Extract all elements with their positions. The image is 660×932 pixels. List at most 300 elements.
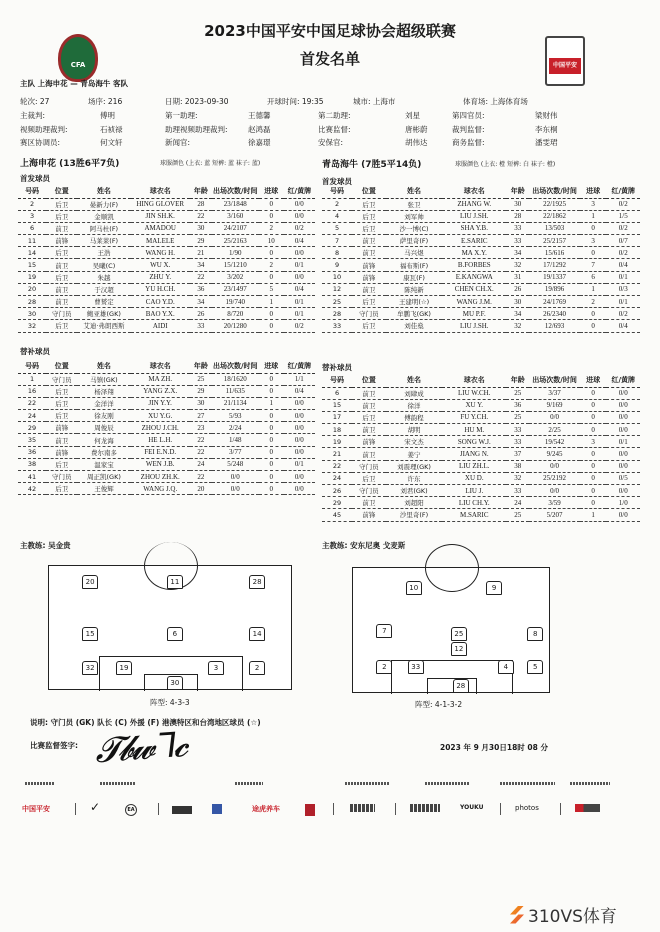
player-row (18, 397, 315, 409)
player-cell: 18 (322, 424, 352, 436)
player-cell: 前锋 (46, 235, 77, 247)
page-title: 2023中国平安中国足球协会超级联赛 (204, 22, 456, 40)
player-row (18, 259, 315, 271)
player-cell: 23/1848 (212, 198, 259, 210)
sponsor-caption (500, 782, 555, 785)
player-cell: 3 (18, 210, 46, 222)
official-role: 裁判监督: (452, 124, 485, 134)
player-cell: LIU J.SH. (442, 210, 506, 222)
player-cell: 13/503 (529, 222, 579, 234)
official-role: 视频助理裁判: (20, 124, 68, 134)
player-cell: 前卫 (352, 424, 385, 436)
player-cell: 24 (322, 472, 352, 484)
player-cell: 0 (580, 497, 607, 509)
nike-logo: ✓ (90, 800, 101, 814)
player-cell: 0/0 (284, 397, 315, 409)
match-date: 日期: 2023-09-30 (165, 97, 229, 106)
player-cell: 22/1925 (529, 198, 579, 210)
player-cell: 0/1 (606, 271, 640, 283)
player-cell: 后卫 (352, 472, 385, 484)
player-cell: 0/0 (212, 483, 259, 495)
sponsor-caption (25, 782, 55, 785)
player-row (18, 296, 315, 308)
player-cell: 25/2163 (212, 235, 259, 247)
player-shirt-icon: 33 (408, 660, 424, 674)
player-cell: 后卫 (352, 198, 385, 210)
player-cell: 24/1769 (529, 296, 579, 308)
watermark-text: 310VS体育 (528, 907, 617, 927)
player-cell: 3/202 (212, 271, 259, 283)
player-cell: 1 (259, 296, 284, 308)
column-header: 号码 (322, 374, 352, 387)
player-cell: 0/1 (284, 296, 315, 308)
player-cell: 0/0 (606, 485, 640, 497)
player-cell: 24 (18, 410, 46, 422)
kickoff-time: 开球时间: 19:35 (267, 97, 324, 106)
player-cell: 30 (190, 397, 212, 409)
player-cell: 25 (506, 509, 529, 521)
player-cell: 28 (322, 308, 352, 320)
player-cell: 11/635 (212, 385, 259, 397)
player-row (322, 497, 640, 509)
player-cell: 2 (322, 198, 352, 210)
player-cell: HING GLOVER (131, 198, 190, 210)
player-cell: 2 (259, 259, 284, 271)
player-cell: 2/25 (529, 424, 579, 436)
sponsor-caption (570, 782, 610, 785)
player-cell: 0 (580, 222, 607, 234)
player-cell: 0 (259, 308, 284, 320)
table-header-row (18, 360, 315, 373)
player-cell: 1 (580, 283, 607, 295)
player-cell: MU P.F. (442, 308, 506, 320)
player-cell: 26 (190, 308, 212, 320)
player-cell: 15 (18, 259, 46, 271)
player-cell: 5 (322, 222, 352, 234)
player-cell: HU M. (442, 424, 506, 436)
player-cell: 0 (259, 446, 284, 458)
player-cell: 朱越 (77, 271, 130, 283)
away-kit-colors: 球服颜色 (上衣: 橙 短裤: 白 袜子: 橙) (455, 161, 556, 168)
player-cell: 20/1280 (212, 320, 259, 332)
player-cell: 傅韵程 (386, 411, 443, 423)
player-cell: 刘超阳 (386, 497, 443, 509)
player-shirt-icon: 32 (82, 661, 98, 675)
home-starters-table (18, 185, 315, 333)
player-cell: 36 (506, 399, 529, 411)
player-cell: 1 (580, 509, 607, 521)
player-cell: 艾迪·弗朗西斯 (77, 320, 130, 332)
player-cell: 25 (506, 387, 529, 399)
away-formation-pitch (352, 567, 550, 693)
player-cell: 0 (580, 399, 607, 411)
official-name: 潘雯珺 (535, 138, 558, 147)
player-cell: 29 (190, 235, 212, 247)
player-cell: 0 (259, 434, 284, 446)
column-header: 姓名 (77, 185, 130, 198)
player-cell: JIANG N. (442, 448, 506, 460)
official-role: 比赛监督: (318, 124, 351, 134)
official-name: 傅明 (100, 111, 115, 120)
player-cell: 0/0 (284, 483, 315, 495)
player-row (322, 485, 640, 497)
official-role: 第二助理: (318, 111, 351, 120)
player-row (18, 320, 315, 332)
player-cell: 陈纯新 (386, 283, 443, 295)
photos-logo: photos (515, 804, 539, 812)
player-cell: 3/37 (529, 387, 579, 399)
player-cell: 35 (18, 434, 46, 446)
home-formation: 阵型: 4-3-3 (150, 698, 190, 707)
player-cell: YANG Z.X. (131, 385, 190, 397)
column-header: 进球 (580, 374, 607, 387)
player-cell: 2 (18, 198, 46, 210)
center-circle (425, 544, 479, 592)
player-cell: 1 (580, 210, 607, 222)
player-cell: 1 (259, 397, 284, 409)
column-header: 年龄 (506, 185, 529, 198)
player-cell: 3/77 (212, 446, 259, 458)
player-row (322, 436, 640, 448)
player-cell: 19 (322, 436, 352, 448)
csl-logo: 中国平安 (545, 36, 585, 86)
player-cell: 0 (580, 320, 607, 332)
player-cell: XU Y.G. (131, 410, 190, 422)
player-cell: 30 (190, 222, 212, 234)
player-cell: 前锋 (352, 509, 385, 521)
player-cell: 徐洋 (386, 399, 443, 411)
player-cell: 后卫 (46, 385, 77, 397)
player-cell: 0/0 (606, 448, 640, 460)
player-row (18, 483, 315, 495)
column-header: 进球 (259, 360, 284, 373)
player-cell: 24 (506, 497, 529, 509)
player-row (322, 320, 640, 332)
match-number: 场序: 216 (88, 97, 123, 106)
player-cell: 25 (322, 296, 352, 308)
player-row (322, 308, 640, 320)
player-cell: 6 (18, 222, 46, 234)
player-cell: JIN SH.K. (131, 210, 190, 222)
player-cell: 0/1 (284, 458, 315, 470)
player-row (322, 472, 640, 484)
player-cell: 刘佳燊 (386, 320, 443, 332)
round: 轮次: 27 (20, 97, 50, 106)
player-cell: 25 (506, 411, 529, 423)
player-cell: 2 (259, 222, 284, 234)
player-cell: CAO Y.D. (131, 296, 190, 308)
player-cell: MALELE (131, 235, 190, 247)
player-cell: 38 (506, 460, 529, 472)
player-cell: 15/1210 (212, 259, 259, 271)
player-cell: 28 (18, 296, 46, 308)
official-name: 唐彬蔚 (405, 124, 428, 134)
player-cell: 0/0 (284, 434, 315, 446)
supervisor-signature: 𝓣𝓫𝔀 ⅂𝓬 (93, 724, 186, 772)
player-cell: 0/2 (606, 222, 640, 234)
player-cell: SHA Y.B. (442, 222, 506, 234)
official-role: 安保官: (318, 138, 344, 147)
player-cell: 22/1862 (529, 210, 579, 222)
player-cell: 萨里奇(F) (386, 235, 443, 247)
player-row (18, 283, 315, 295)
player-cell: 0 (259, 483, 284, 495)
player-row (18, 210, 315, 222)
player-cell: WANG J.Q. (131, 483, 190, 495)
player-shirt-icon: 25 (451, 627, 467, 641)
player-cell: WANG H. (131, 247, 190, 259)
player-cell: 后卫 (46, 410, 77, 422)
player-cell: 刘君(GK) (386, 485, 443, 497)
player-shirt-icon: 11 (167, 575, 183, 589)
player-shirt-icon: 28 (249, 575, 265, 589)
sponsor-caption (100, 782, 135, 785)
player-cell: 王俊辉 (77, 483, 130, 495)
column-header: 位置 (46, 185, 77, 198)
player-cell: 0 (580, 485, 607, 497)
player-cell: 后卫 (46, 320, 77, 332)
player-cell: 34 (190, 259, 212, 271)
player-cell: 马兴煜 (386, 247, 443, 259)
player-cell: 后卫 (46, 247, 77, 259)
player-cell: ZHANG W. (442, 198, 506, 210)
player-cell: 33 (506, 436, 529, 448)
player-cell: 33 (190, 320, 212, 332)
player-cell: 金顺凯 (77, 210, 130, 222)
player-cell: 21/1134 (212, 397, 259, 409)
player-cell: 0 (259, 210, 284, 222)
player-cell: 守门员 (46, 471, 77, 483)
player-cell: 33 (322, 320, 352, 332)
column-header: 姓名 (386, 374, 443, 387)
official-name: 梁财伟 (535, 111, 558, 120)
player-row (322, 283, 640, 295)
player-cell: 0 (580, 247, 607, 259)
player-cell: 0/0 (212, 471, 259, 483)
player-cell: JIN Y.Y. (131, 397, 190, 409)
player-row (322, 259, 640, 271)
table-header-row (322, 374, 640, 387)
player-shirt-icon: 2 (376, 660, 392, 674)
player-cell: 0/4 (606, 259, 640, 271)
official-name: 胡伟达 (405, 138, 428, 147)
player-cell: HE L.H. (131, 434, 190, 446)
player-cell: 23/1497 (212, 283, 259, 295)
player-cell: 23 (190, 422, 212, 434)
player-cell: 后卫 (352, 296, 385, 308)
player-cell: 33 (506, 235, 529, 247)
player-cell: 前卫 (46, 222, 77, 234)
player-row (322, 399, 640, 411)
player-cell: 前锋 (352, 271, 385, 283)
player-cell: 27 (190, 410, 212, 422)
player-cell: B.FORBES (442, 259, 506, 271)
player-cell: 0/0 (529, 485, 579, 497)
official-name: 石祯禄 (100, 124, 123, 134)
home-subs-heading: 替补球员 (20, 347, 50, 356)
player-cell: 11 (18, 235, 46, 247)
column-header: 进球 (259, 185, 284, 198)
player-cell: 17 (322, 411, 352, 423)
player-row (322, 198, 640, 210)
player-cell: 2 (580, 296, 607, 308)
player-row (18, 385, 315, 397)
column-header: 年龄 (190, 360, 212, 373)
player-cell: 前卫 (46, 296, 77, 308)
column-header: 红/黄牌 (606, 185, 640, 198)
player-cell: M.SARIC (442, 509, 506, 521)
player-cell: 0/0 (606, 399, 640, 411)
player-cell: FEI E.N.D. (131, 446, 190, 458)
player-cell: 前卫 (352, 497, 385, 509)
player-row (18, 198, 315, 210)
player-cell: 29 (18, 422, 46, 434)
player-cell: 32 (506, 259, 529, 271)
player-cell: LIU J.SH. (442, 320, 506, 332)
player-cell: 0 (580, 424, 607, 436)
player-shirt-icon: 12 (451, 642, 467, 656)
player-cell: 福布斯(F) (386, 259, 443, 271)
player-cell: 25/2157 (529, 235, 579, 247)
column-header: 年龄 (190, 185, 212, 198)
player-shirt-icon: 10 (406, 581, 422, 595)
official-name: 何文轩 (100, 138, 123, 147)
player-cell: 0/0 (606, 460, 640, 472)
player-cell: 1/0 (606, 497, 640, 509)
player-cell: 22 (190, 271, 212, 283)
cfa-logo: CFA (58, 34, 98, 82)
player-cell: 30 (18, 308, 46, 320)
player-cell: 0 (580, 308, 607, 320)
player-cell: 36 (18, 446, 46, 458)
official-role: 新闻官: (165, 138, 191, 147)
player-cell: 鲍亚雄(GK) (77, 308, 130, 320)
player-cell: 0 (259, 373, 284, 385)
player-cell: 0/7 (606, 235, 640, 247)
player-cell: 22 (190, 446, 212, 458)
player-shirt-icon: 7 (376, 624, 392, 638)
player-cell: 杨泽翔 (77, 385, 130, 397)
player-cell: 0 (259, 271, 284, 283)
player-cell: 0 (259, 320, 284, 332)
player-cell: 29 (190, 385, 212, 397)
player-cell: 22 (190, 210, 212, 222)
player-cell: 守门员 (352, 308, 385, 320)
player-cell: 3 (580, 436, 607, 448)
player-cell: 后卫 (46, 271, 77, 283)
player-cell: FU Y.CH. (442, 411, 506, 423)
column-header: 球衣名 (442, 185, 506, 198)
player-cell: 王建明(☆) (386, 296, 443, 308)
player-cell: 3 (580, 198, 607, 210)
away-subs-table (322, 374, 640, 522)
player-cell: 费尔南多 (77, 446, 130, 458)
youku-logo: YOUKU (460, 804, 484, 811)
player-row (18, 373, 315, 385)
column-header: 号码 (322, 185, 352, 198)
player-cell: 6 (322, 387, 352, 399)
column-header: 红/黄牌 (606, 374, 640, 387)
player-cell: 25 (190, 373, 212, 385)
tencent-sports-logo (410, 804, 440, 812)
player-cell: 刘肆成 (386, 387, 443, 399)
player-cell: 0 (580, 448, 607, 460)
player-cell: 0/2 (606, 308, 640, 320)
player-cell: 1/1 (284, 373, 315, 385)
player-cell: 34 (506, 308, 529, 320)
player-cell: 前卫 (352, 247, 385, 259)
player-cell: 前卫 (352, 283, 385, 295)
official-name: 徐嘉璟 (248, 138, 271, 147)
player-cell: 9 (322, 259, 352, 271)
player-cell: 0/1 (284, 259, 315, 271)
player-shirt-icon: 19 (116, 661, 132, 675)
player-row (18, 410, 315, 422)
official-role: 商务监督: (452, 138, 485, 147)
player-cell: 8/720 (212, 308, 259, 320)
player-cell: 9/245 (529, 448, 579, 460)
player-cell: SONG W.J. (442, 436, 506, 448)
player-cell: 0/2 (606, 247, 640, 259)
player-row (322, 460, 640, 472)
player-cell: 刘军帅 (386, 210, 443, 222)
player-cell: 0/2 (606, 198, 640, 210)
player-cell: 0/0 (284, 446, 315, 458)
player-cell: 30 (506, 198, 529, 210)
away-subs-heading: 替补球员 (322, 363, 352, 372)
player-cell: 0/0 (606, 509, 640, 521)
official-name: 王德馨 (248, 111, 271, 120)
player-cell: 后卫 (46, 458, 77, 470)
player-cell: 前锋 (46, 422, 77, 434)
home-formation-pitch (48, 565, 292, 690)
home-coach: 主教练: 吴金贵 (20, 541, 71, 550)
player-cell: E.SARIC (442, 235, 506, 247)
player-cell: 1/5 (606, 210, 640, 222)
column-header: 号码 (18, 185, 46, 198)
player-cell: 前锋 (352, 259, 385, 271)
sponsor-logo (172, 806, 192, 814)
player-cell: 前卫 (46, 434, 77, 446)
player-cell: 0 (259, 247, 284, 259)
player-cell: 22 (190, 434, 212, 446)
player-cell: 张卫 (386, 198, 443, 210)
player-shirt-icon: 9 (486, 581, 502, 595)
player-cell: 3/59 (529, 497, 579, 509)
player-cell: 8 (322, 247, 352, 259)
player-cell: 12/693 (529, 320, 579, 332)
player-cell: MA X.Y. (442, 247, 506, 259)
player-cell: 22 (190, 471, 212, 483)
ea-logo: EA (125, 804, 137, 816)
player-cell: XU D. (442, 472, 506, 484)
column-header: 年龄 (506, 374, 529, 387)
player-cell: 后卫 (352, 210, 385, 222)
player-cell: 25/2192 (529, 472, 579, 484)
player-cell: 0 (259, 422, 284, 434)
column-header: 球衣名 (131, 185, 190, 198)
player-cell: 0/0 (284, 210, 315, 222)
player-cell: 0/4 (284, 385, 315, 397)
player-cell: 28 (190, 198, 212, 210)
column-header: 红/黄牌 (284, 185, 315, 198)
player-cell: 0 (259, 385, 284, 397)
column-header: 出场次数/时间 (529, 374, 579, 387)
player-cell: 周俊辰 (77, 422, 130, 434)
player-cell: 32 (506, 472, 529, 484)
player-cell: 0/4 (606, 320, 640, 332)
official-role: 第四官员: (452, 111, 485, 120)
